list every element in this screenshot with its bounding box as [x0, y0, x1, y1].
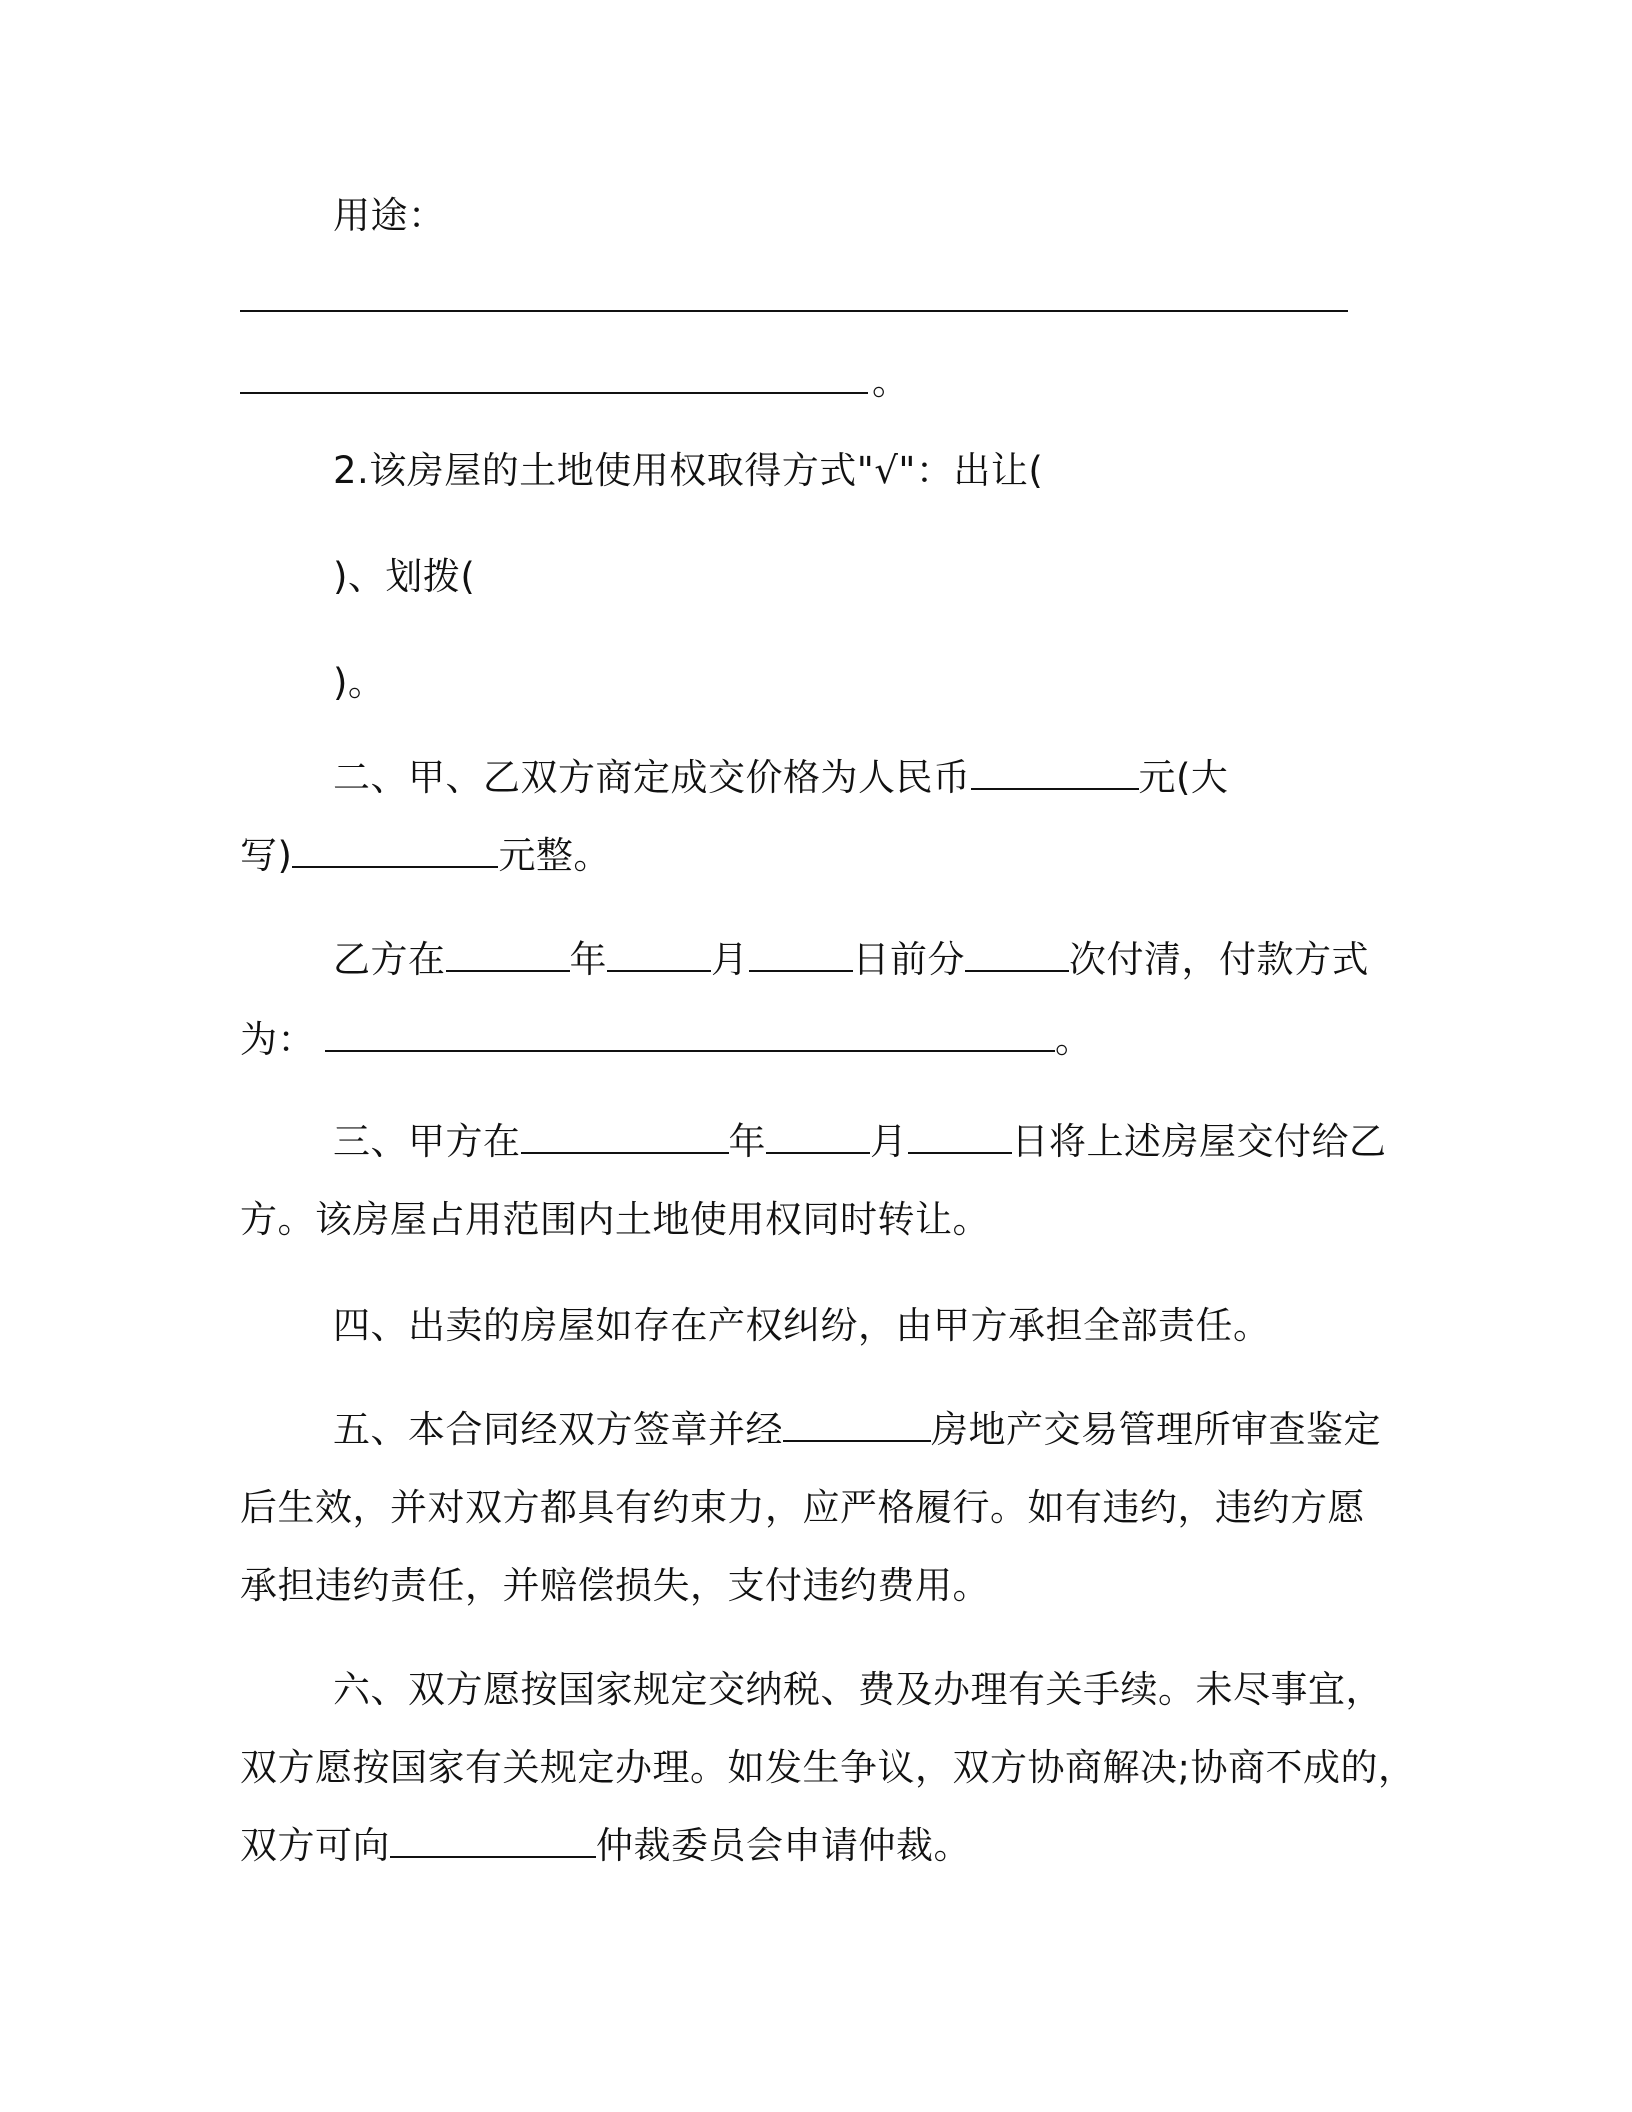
clause-2-line-2 — [240, 832, 611, 880]
delivery-month-blank — [766, 1122, 870, 1154]
authority-blank — [783, 1410, 931, 1442]
payment-line-2 — [240, 1016, 1093, 1064]
clause-2-text-1b: 元(大 — [1138, 756, 1229, 799]
clause-6-text-1: 六、双方愿按国家规定交纳税、费及办理有关手续。未尽事宜， — [333, 1668, 1383, 1711]
payment-text-1c: 月 — [711, 938, 749, 981]
land-right-line-3 — [333, 659, 385, 707]
clause-3-text-1b: 年 — [728, 1120, 766, 1163]
usage-end-text: 。 — [872, 360, 910, 403]
clause-4-line — [333, 1302, 1271, 1350]
clause-6-text-3b: 仲裁委员会申请仲裁。 — [596, 1824, 971, 1867]
clause-3-text-1a: 三、甲方在 — [333, 1120, 521, 1163]
clause-2-line-1 — [333, 754, 1228, 802]
arbitration-blank — [390, 1826, 596, 1858]
clause-6-line-1 — [333, 1666, 1383, 1714]
payment-line-1 — [333, 936, 1369, 984]
usage-blank-line-2 — [240, 392, 868, 394]
clause-5-line-3 — [240, 1562, 990, 1610]
payment-text-1e: 次付清，付款方式 — [1069, 938, 1369, 981]
usage-blank-line-1 — [240, 310, 1348, 312]
land-right-line-1 — [333, 447, 1043, 495]
clause-3-text-1d: 日将上述房屋交付给乙 — [1011, 1120, 1387, 1163]
clause-2-text-2b: 元整。 — [498, 834, 611, 877]
land-right-text-1: 2.该房屋的土地使用权取得方式"√"：出让( — [333, 449, 1044, 492]
clause-2-text-1a: 二、甲、乙双方商定成交价格为人民币 — [333, 756, 971, 799]
clause-3-text-1c: 月 — [870, 1120, 908, 1163]
usage-end — [872, 358, 910, 406]
payment-text-1a: 乙方在 — [333, 938, 446, 981]
clause-6-text-3a: 双方可向 — [240, 1824, 390, 1867]
price-blank — [971, 758, 1139, 790]
usage-label-text: 用途： — [333, 194, 446, 237]
payment-times-blank — [965, 940, 1069, 972]
clause-4-text: 四、出卖的房屋如存在产权纠纷，由甲方承担全部责任。 — [333, 1304, 1271, 1347]
clause-6-line-2 — [240, 1744, 1415, 1792]
payment-text-1b: 年 — [569, 938, 607, 981]
land-right-text-3: )。 — [333, 661, 386, 704]
payment-text-1d: 日前分 — [852, 938, 965, 981]
land-right-line-2 — [333, 553, 475, 601]
payment-year-blank — [446, 940, 570, 972]
price-uppercase-blank — [292, 836, 498, 868]
clause-5-text-1a: 五、本合同经双方签章并经 — [333, 1408, 783, 1451]
payment-method-blank — [325, 1020, 1055, 1052]
land-right-text-2: )、划拨( — [333, 555, 476, 598]
clause-5-line-1 — [333, 1406, 1381, 1454]
clause-5-text-2: 后生效，并对双方都具有约束力，应严格履行。如有违约，违约方愿 — [240, 1486, 1365, 1529]
payment-text-2b: 。 — [1055, 1018, 1093, 1061]
clause-3-line-2 — [240, 1196, 990, 1244]
payment-month-blank — [607, 940, 711, 972]
clause-5-text-3: 承担违约责任，并赔偿损失，支付违约费用。 — [240, 1564, 990, 1607]
delivery-year-blank — [521, 1122, 729, 1154]
payment-text-2a: 为： — [240, 1018, 315, 1061]
clause-6-line-3 — [240, 1822, 971, 1870]
clause-3-text-2: 方。该房屋占用范围内土地使用权同时转让。 — [240, 1198, 990, 1241]
clause-6-text-2: 双方愿按国家有关规定办理。如发生争议，双方协商解决;协商不成的， — [240, 1746, 1416, 1789]
payment-day-blank — [749, 940, 853, 972]
delivery-day-blank — [908, 1122, 1012, 1154]
clause-5-line-2 — [240, 1484, 1365, 1532]
clause-3-line-1 — [333, 1118, 1387, 1166]
clause-5-text-1b: 房地产交易管理所审查鉴定 — [931, 1408, 1381, 1451]
clause-2-text-2a: 写) — [240, 834, 293, 877]
usage-label — [333, 192, 446, 240]
